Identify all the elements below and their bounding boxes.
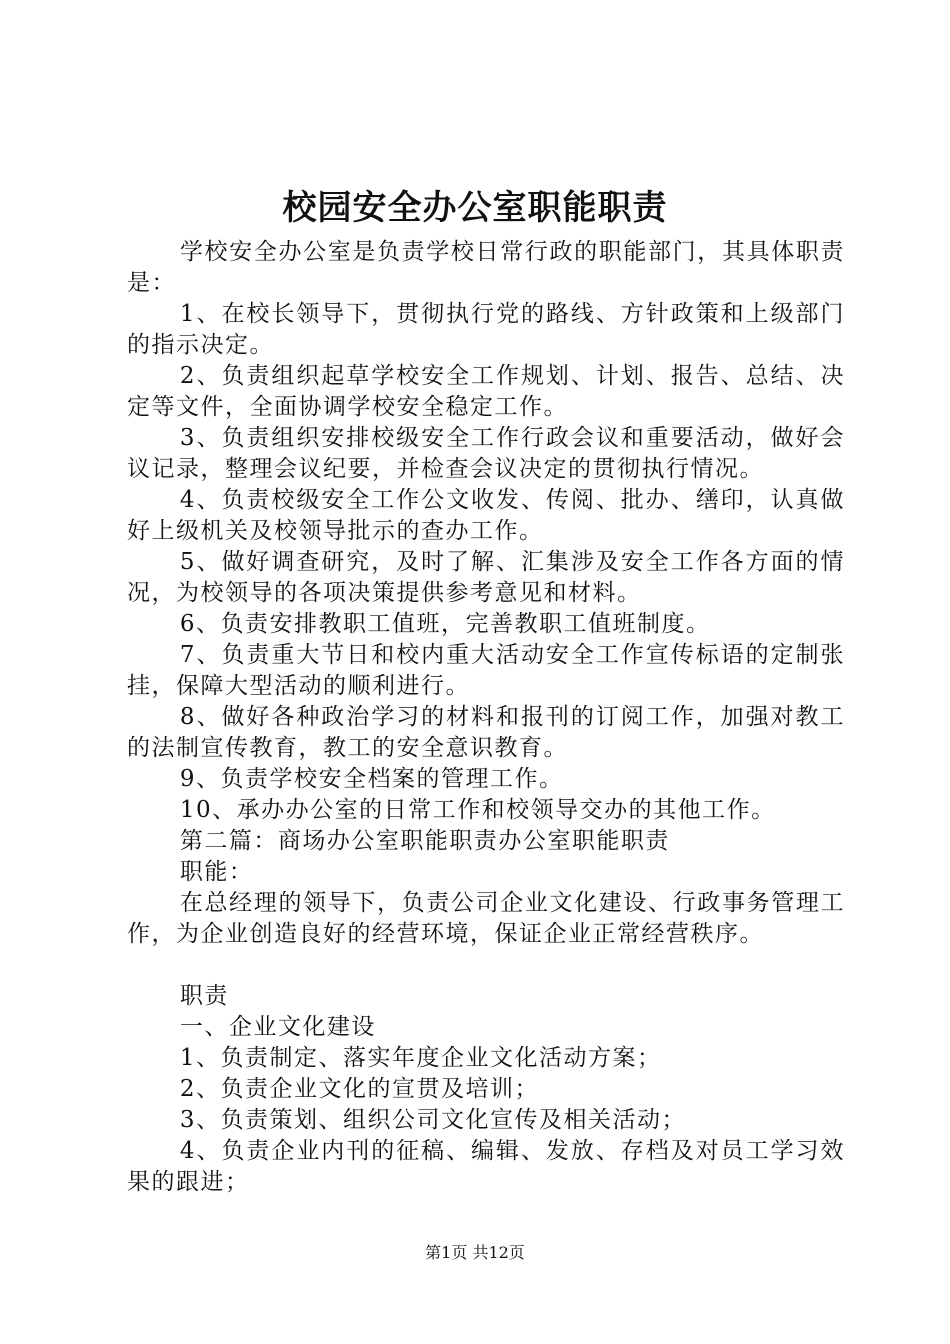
paragraph: 在总经理的领导下，负责公司企业文化建设、行政事务管理工作，为企业创造良好的经营环境，保证企业正常经营秩序。 [127,890,845,947]
paragraph: 学校安全办公室是负责学校日常行政的职能部门，其具体职责是： [127,239,845,296]
list-item: 2、负责企业文化的宣贯及培训； [179,1076,540,1102]
subheading: 职责 [179,983,229,1009]
section-heading: 第二篇：商场办公室职能职责办公室职能职责 [179,828,670,854]
paragraph: 7、负责重大节日和校内重大活动安全工作宣传标语的定制张挂，保障大型活动的顺利进行。 [127,642,845,699]
paragraph: 9、负责学校安全档案的管理工作。 [179,766,564,792]
document-body [127,237,845,1198]
list-item: 3、负责策划、组织公司文化宣传及相关活动； [179,1107,687,1133]
list-item: 1、负责制定、落实年度企业文化活动方案； [179,1045,662,1071]
paragraph: 6、负责安排教职工值班，完善教职工值班制度。 [179,611,711,637]
list-item: 4、负责企业内刊的征稿、编辑、发放、存档及对员工学习效果的跟进； [127,1138,845,1195]
paragraph: 10、承办办公室的日常工作和校领导交办的其他工作。 [179,797,776,823]
paragraph: 1、在校长领导下，贯彻执行党的路线、方针政策和上级部门的指示决定。 [127,301,845,358]
document-title: 校园安全办公室职能职责 [282,188,668,228]
page-footer: 第1页 共12页 [425,1243,525,1262]
subheading: 职能： [179,859,254,885]
paragraph: 3、负责组织安排校级安全工作行政会议和重要活动，做好会议记录，整理会议纪要，并检查会议决定的贯彻执行情况。 [127,425,845,482]
paragraph: 2、负责组织起草学校安全工作规划、计划、报告、总结、决定等文件，全面协调学校安全稳定工作。 [127,363,845,420]
subheading: 一、企业文化建设 [179,1014,376,1040]
paragraph: 5、做好调查研究，及时了解、汇集涉及安全工作各方面的情况，为校领导的各项决策提供参考意见和材料。 [127,549,845,606]
paragraph: 4、负责校级安全工作公文收发、传阅、批办、缮印，认真做好上级机关及校领导批示的查办工作。 [127,487,845,544]
paragraph: 8、做好各种政治学习的材料和报刊的订阅工作，加强对教工的法制宣传教育，教工的安全意识教育。 [127,704,845,761]
